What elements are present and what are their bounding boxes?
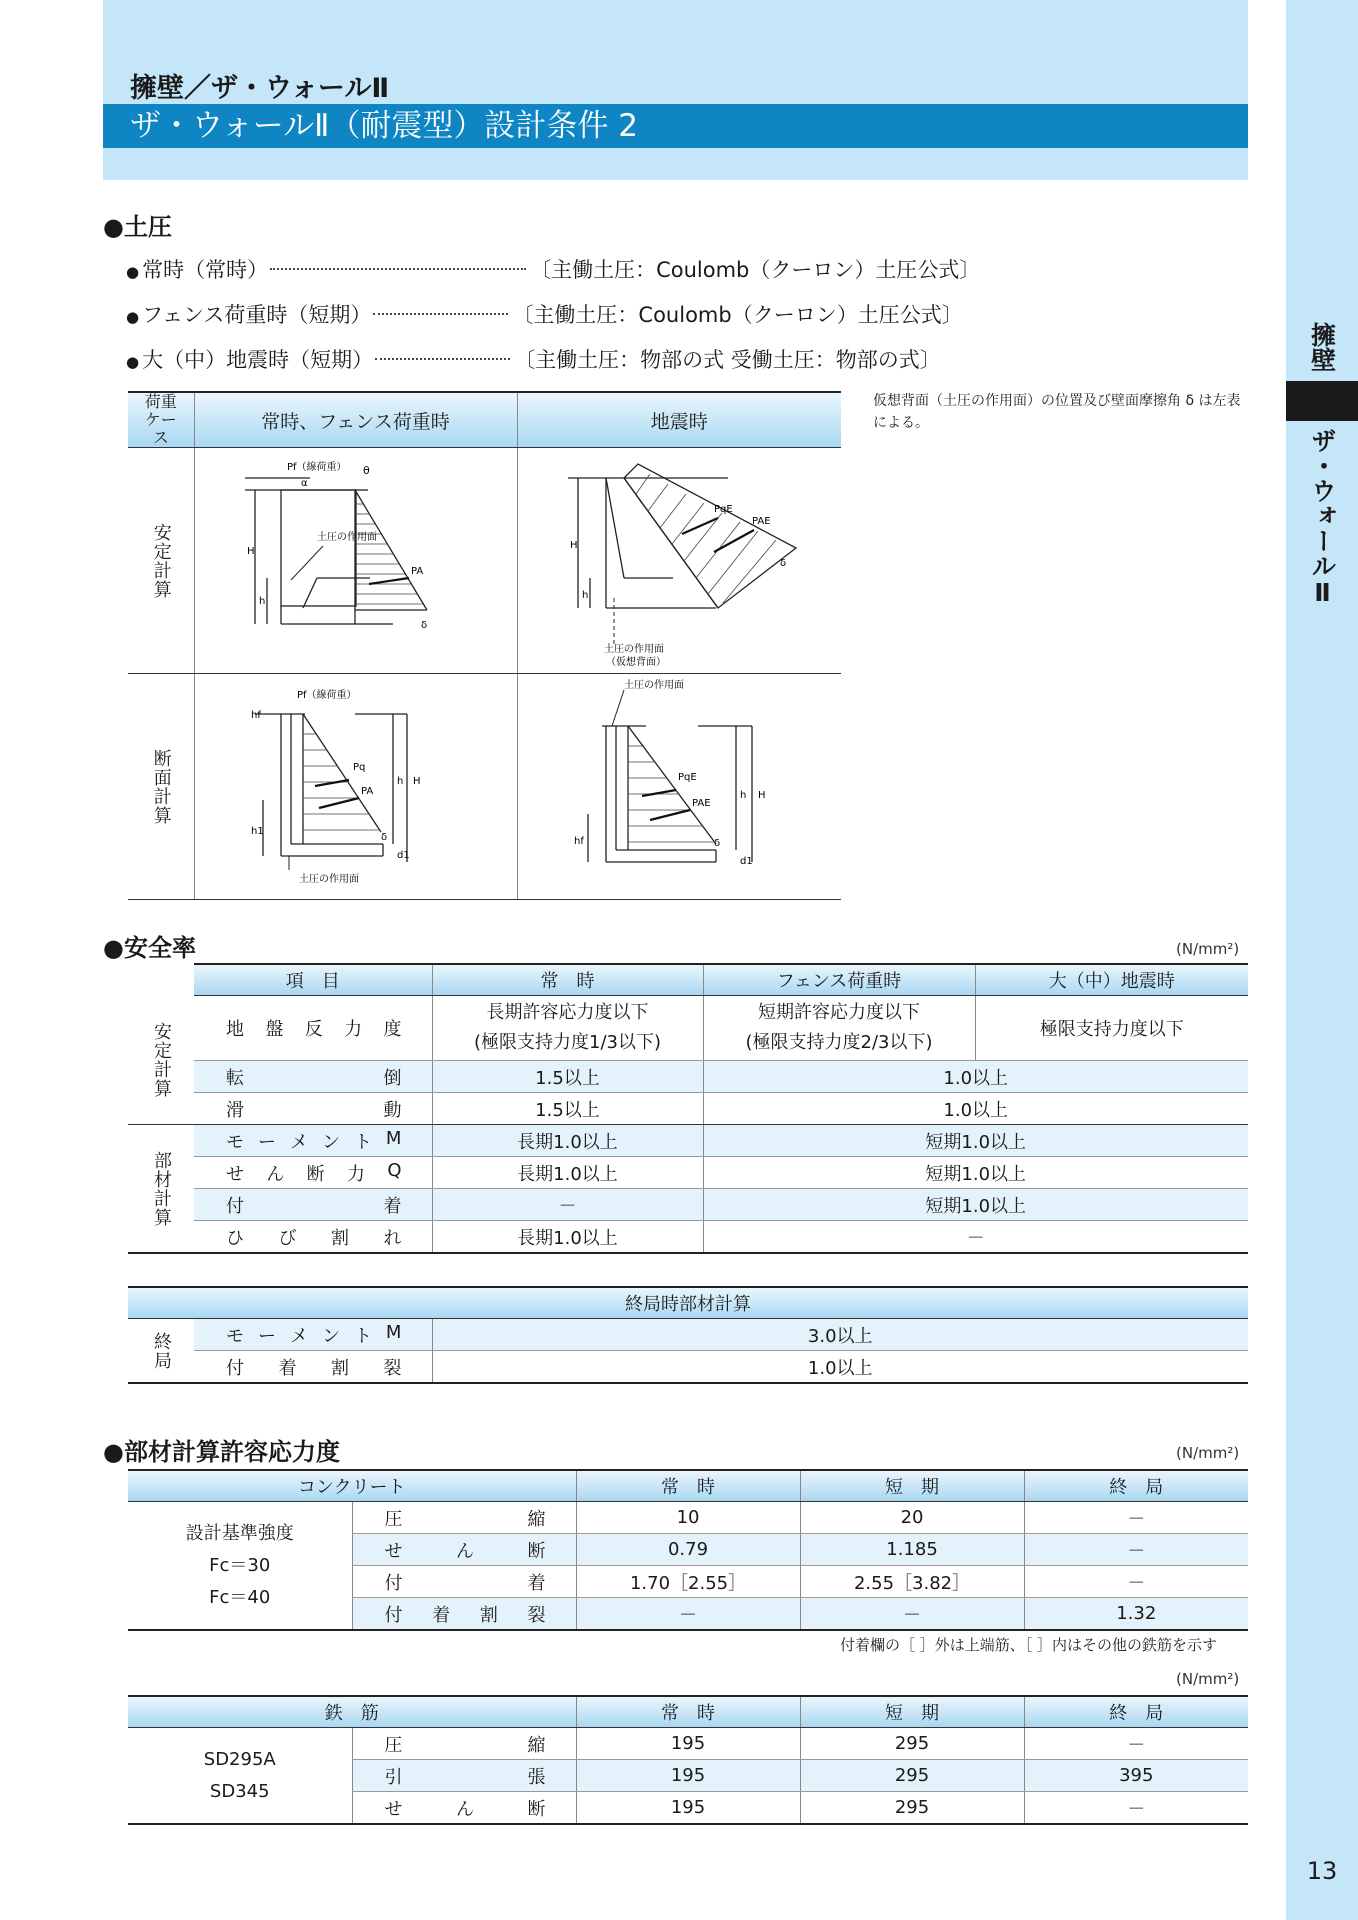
table-row-label xyxy=(194,1093,432,1125)
label-char: 力 xyxy=(346,1163,365,1185)
safety-table xyxy=(128,963,1248,1254)
label-char: ん xyxy=(456,1540,474,1562)
formula-text: 〔主働土圧：物部の式 受働土圧：物部の式〕 xyxy=(514,348,941,372)
bearing-fence xyxy=(703,996,975,1061)
face-label: 土圧の作用面 xyxy=(603,644,664,655)
section-normal-diagram xyxy=(195,674,518,894)
bullet-icon: ● xyxy=(126,263,140,281)
earth-pressure-line-fence xyxy=(126,299,963,329)
label-char: 転 xyxy=(226,1067,244,1089)
bullet-icon: ● xyxy=(126,308,140,326)
label-char: 着 xyxy=(383,1195,402,1217)
ultimate-moment-value: 3.0以上 xyxy=(432,1319,1248,1351)
diagram-stability-quake xyxy=(517,448,841,674)
pqe-arrow xyxy=(682,518,718,534)
member-stress-heading: ●部材計算許容応力度 xyxy=(103,1438,340,1466)
safety-unit: (N/mm²) xyxy=(1176,940,1240,958)
alpha-label: α xyxy=(300,478,308,489)
hf-label: hf xyxy=(250,710,261,721)
label-char: び xyxy=(278,1227,297,1249)
pqe-label: PqE xyxy=(677,772,697,783)
table-row-label xyxy=(194,996,432,1061)
leader-dots xyxy=(270,268,526,270)
label-char: ん xyxy=(456,1798,474,1820)
table-row-label xyxy=(194,1351,432,1384)
steel-tension-ultimate: 395 xyxy=(1024,1760,1248,1792)
concrete-group-line: 設計基準強度 xyxy=(185,1522,294,1544)
virtual-face-note: 仮想背面（土圧の作用面）の位置及び壁面摩擦角 δ は左表による。 xyxy=(873,393,1241,431)
concrete-shear-ultimate: － xyxy=(1024,1534,1248,1566)
table-row-label xyxy=(352,1792,576,1825)
page-title: ザ・ウォールⅡ（耐震型）設計条件 2 xyxy=(130,108,638,144)
pq-arrow xyxy=(315,780,349,786)
sidebar-product-label: ザ・ウォールⅡ xyxy=(1308,428,1337,607)
pf-label: Pf（線荷重） xyxy=(286,462,347,473)
label-char: 断 xyxy=(527,1798,546,1820)
moment-normal: 長期1.0以上 xyxy=(432,1125,703,1157)
concrete-stress-table xyxy=(128,1469,1248,1631)
blank-corner xyxy=(128,964,194,996)
member-stress-unit: (N/mm²) xyxy=(1176,1444,1240,1462)
bearing-normal-1: 長期許容応力度以下 xyxy=(486,1002,649,1023)
label-char: 裂 xyxy=(527,1604,546,1626)
row-section-label: 断面計算 xyxy=(150,748,172,825)
pf-label: Pf（線荷重） xyxy=(296,690,357,701)
concrete-group xyxy=(128,1502,352,1631)
slide-normal: 1.5以上 xyxy=(432,1093,703,1125)
table-row-label xyxy=(194,1061,432,1093)
concrete-split-short: － xyxy=(800,1598,1024,1631)
label-char: 着 xyxy=(527,1572,546,1594)
steel-compression-ultimate: － xyxy=(1024,1728,1248,1760)
row-stability xyxy=(128,448,194,674)
row-stability-label: 安定計算 xyxy=(150,522,172,599)
bearing-fence-1: 短期許容応力度以下 xyxy=(758,1002,920,1023)
concrete-bond-normal: 1.70［2.55］ xyxy=(576,1566,800,1598)
label-char: M xyxy=(385,1321,402,1343)
formula-text: 〔主働土圧：Coulomb（クーロン）土圧公式〕 xyxy=(512,303,963,327)
h-label: H xyxy=(757,790,766,801)
label-char: 圧 xyxy=(384,1734,403,1756)
concrete-shear-short: 1.185 xyxy=(800,1534,1024,1566)
concrete-bond-short: 2.55［3.82］ xyxy=(800,1566,1024,1598)
crack-normal: 長期1.0以上 xyxy=(432,1221,703,1254)
h-label: H xyxy=(246,546,255,557)
bearing-normal xyxy=(432,996,703,1061)
slide-other: 1.0以上 xyxy=(703,1093,1248,1125)
label-char: 圧 xyxy=(384,1508,403,1530)
earth-pressure-line-normal xyxy=(126,254,980,284)
pa-arrow xyxy=(319,798,359,808)
pqe-arrow xyxy=(642,790,676,796)
col-normal: 常 時 xyxy=(576,1696,800,1728)
face-label: 土圧の作用面 xyxy=(316,532,377,543)
h-small-label: h xyxy=(739,790,746,801)
case-label: 常時（常時） xyxy=(142,258,269,282)
delta-label: δ xyxy=(713,838,720,849)
col-short: 短 期 xyxy=(800,1696,1024,1728)
virtual-face-label: （仮想背面） xyxy=(605,657,666,668)
col-steel: 鉄 筋 xyxy=(128,1696,576,1728)
table-row-label xyxy=(194,1319,432,1351)
label-char: モ xyxy=(226,1325,244,1347)
group-stability xyxy=(128,996,194,1125)
leader-dots xyxy=(375,358,510,360)
h-low-label: h xyxy=(258,596,265,607)
label-char: 縮 xyxy=(527,1508,546,1530)
case-label: 大（中）地震時（短期） xyxy=(142,348,374,372)
pa-label: PA xyxy=(410,566,423,577)
steel-shear-ultimate: － xyxy=(1024,1792,1248,1825)
label-char: ン xyxy=(321,1131,340,1153)
sidebar xyxy=(1286,0,1358,1920)
h-small-label: h xyxy=(396,776,403,787)
leader-dots xyxy=(373,313,508,315)
case-label: フェンス荷重時（短期） xyxy=(142,303,372,327)
col-quake: 大（中）地震時 xyxy=(975,964,1248,996)
overturn-other: 1.0以上 xyxy=(703,1061,1248,1093)
label-char: 断 xyxy=(527,1540,546,1562)
concrete-group-line: Fc＝40 xyxy=(209,1586,271,1608)
steel-shear-normal: 195 xyxy=(576,1792,800,1825)
label-char: 縮 xyxy=(527,1734,546,1756)
bond-other: 短期1.0以上 xyxy=(703,1189,1248,1221)
steel-shear-short: 295 xyxy=(800,1792,1024,1825)
concrete-shear-normal: 0.79 xyxy=(576,1534,800,1566)
stability-quake-diagram xyxy=(518,448,842,668)
shear-other: 短期1.0以上 xyxy=(703,1157,1248,1189)
steel-stress-table xyxy=(128,1695,1248,1825)
col-short: 短 期 xyxy=(800,1470,1024,1502)
table-row-label xyxy=(352,1760,576,1792)
label-char: 度 xyxy=(383,1019,402,1040)
label-char: 反 xyxy=(304,1019,323,1040)
col-normal: 常 時 xyxy=(576,1470,800,1502)
table-row-label xyxy=(352,1502,576,1534)
delta-label: δ xyxy=(380,832,387,843)
concrete-compression-ultimate: － xyxy=(1024,1502,1248,1534)
steel-compression-short: 295 xyxy=(800,1728,1024,1760)
label-char: せ xyxy=(226,1163,244,1185)
ultimate-header: 終局時部材計算 xyxy=(128,1287,1248,1319)
col-concrete: コンクリート xyxy=(128,1470,576,1502)
group-ultimate xyxy=(128,1319,194,1384)
page-number: 13 xyxy=(1306,1857,1338,1885)
label-char: 付 xyxy=(384,1572,403,1594)
label-char: 断 xyxy=(306,1163,325,1185)
concrete-split-normal: － xyxy=(576,1598,800,1631)
label-char: 滑 xyxy=(226,1099,244,1121)
label-char: モ xyxy=(226,1131,244,1153)
label-char: せ xyxy=(384,1540,403,1562)
h-label: H xyxy=(412,776,421,787)
concrete-split-ultimate: 1.32 xyxy=(1024,1598,1248,1631)
label-char: 裂 xyxy=(383,1357,402,1379)
earth-pressure-heading: ●土圧 xyxy=(103,213,172,241)
section-kicker: 擁壁／ザ・ウォールⅡ xyxy=(130,73,390,104)
group-stability-label: 安定計算 xyxy=(151,1021,172,1098)
steel-tension-short: 295 xyxy=(800,1760,1024,1792)
label-char: メ xyxy=(289,1131,308,1153)
pae-arrow xyxy=(650,810,690,820)
label-char: ト xyxy=(353,1325,372,1347)
label-char: ん xyxy=(266,1163,285,1185)
label-char: 割 xyxy=(331,1357,349,1379)
steel-group xyxy=(128,1728,352,1825)
diagram-section-normal xyxy=(194,674,517,900)
sidebar-category[interactable] xyxy=(1286,322,1358,377)
label-char: ー xyxy=(257,1131,276,1153)
label-char: Q xyxy=(387,1159,402,1181)
pa-label: PA xyxy=(360,786,373,797)
delta-label: δ xyxy=(779,558,786,569)
diagram-stability-normal xyxy=(194,448,517,674)
table-row-label xyxy=(194,1125,432,1157)
col-fence: フェンス荷重時 xyxy=(703,964,975,996)
concrete-group-line: Fc＝30 xyxy=(209,1554,271,1576)
bearing-normal-2: (極限支持力度1/3以下) xyxy=(473,1032,661,1053)
label-char: 付 xyxy=(226,1357,244,1379)
col-ultimate: 終 局 xyxy=(1024,1470,1248,1502)
label-char: 地 xyxy=(226,1019,244,1040)
label-char: ト xyxy=(353,1131,372,1153)
label-char: ー xyxy=(257,1325,276,1347)
label-char: 割 xyxy=(479,1604,498,1626)
h1-label: h1 xyxy=(250,826,264,837)
table-row-label xyxy=(194,1221,432,1254)
label-char: れ xyxy=(383,1227,402,1249)
hf-label: hf xyxy=(573,836,584,847)
overturn-normal: 1.5以上 xyxy=(432,1061,703,1093)
table-row-label xyxy=(352,1534,576,1566)
steel-compression-normal: 195 xyxy=(576,1728,800,1760)
concrete-compression-short: 20 xyxy=(800,1502,1024,1534)
pqe-label: PqE xyxy=(713,504,733,515)
bond-normal: － xyxy=(432,1189,703,1221)
col-item: 項 目 xyxy=(194,964,432,996)
stability-normal-diagram xyxy=(195,448,518,668)
pa-arrow xyxy=(369,578,409,584)
table-row-label xyxy=(352,1566,576,1598)
table-row-label xyxy=(352,1598,576,1631)
label-char: 着 xyxy=(278,1357,297,1379)
concrete-compression-normal: 10 xyxy=(576,1502,800,1534)
col-earthquake: 地震時 xyxy=(517,392,841,448)
table-row-label xyxy=(194,1157,432,1189)
group-ultimate-label: 終局 xyxy=(151,1331,172,1370)
sidebar-active-marker xyxy=(1286,381,1358,421)
table-row-label xyxy=(194,1189,432,1221)
group-member-label: 部材計算 xyxy=(151,1150,172,1227)
face-label: 土圧の作用面 xyxy=(298,874,359,885)
label-char: 倒 xyxy=(383,1067,402,1089)
crack-other: － xyxy=(703,1221,1248,1254)
safety-heading: ●安全率 xyxy=(103,934,196,962)
label-char: メ xyxy=(289,1325,308,1347)
formula-text: 〔主働土圧：Coulomb（クーロン）土圧公式〕 xyxy=(530,258,981,282)
row-section xyxy=(128,674,194,900)
earth-pressure-diagram-table xyxy=(128,391,841,900)
h-label: H xyxy=(569,540,578,551)
label-char: M xyxy=(385,1127,402,1149)
col-normal-fence: 常時、フェンス荷重時 xyxy=(194,392,517,448)
diagram-section-quake xyxy=(517,674,841,900)
label-char: 付 xyxy=(384,1604,403,1626)
bearing-fence-2: (極限支持力度2/3以下) xyxy=(745,1032,933,1053)
ultimate-split-value: 1.0以上 xyxy=(432,1351,1248,1384)
face-leader xyxy=(291,546,323,580)
label-char: 着 xyxy=(432,1604,451,1626)
sidebar-product[interactable] xyxy=(1286,428,1358,613)
d1-label: d1 xyxy=(739,856,753,867)
earth-pressure-line-quake xyxy=(126,344,941,374)
label-char: ひ xyxy=(226,1227,244,1249)
face-label: 土圧の作用面 xyxy=(623,680,684,691)
h-low-label: h xyxy=(581,590,588,601)
label-char: 張 xyxy=(527,1766,546,1788)
theta-label: θ xyxy=(362,464,370,477)
label-char: 引 xyxy=(384,1766,403,1788)
label-char: 割 xyxy=(331,1227,349,1249)
bearing-quake: 極限支持力度以下 xyxy=(975,996,1248,1061)
col-load-case-label: 荷重ケース xyxy=(144,392,177,447)
label-char: ン xyxy=(321,1325,340,1347)
shear-normal: 長期1.0以上 xyxy=(432,1157,703,1189)
label-char: 付 xyxy=(226,1195,244,1217)
steel-group-line: SD345 xyxy=(209,1780,270,1802)
col-normal: 常 時 xyxy=(432,964,703,996)
label-char: せ xyxy=(384,1798,403,1820)
label-char: 動 xyxy=(383,1099,402,1121)
col-ultimate: 終 局 xyxy=(1024,1696,1248,1728)
steel-tension-normal: 195 xyxy=(576,1760,800,1792)
label-char: 力 xyxy=(344,1019,363,1040)
group-member xyxy=(128,1125,194,1254)
section-quake-diagram xyxy=(518,674,842,894)
pae-label: PAE xyxy=(751,516,771,527)
bond-footnote: 付着欄の［ ］外は上端筋、［ ］内はその他の鉄筋を示す xyxy=(840,1636,1218,1654)
d1-label: d1 xyxy=(396,850,410,861)
sidebar-category-label: 擁壁 xyxy=(1307,322,1337,372)
pae-arrow xyxy=(714,530,754,552)
col-load-case xyxy=(128,392,194,448)
face-leader xyxy=(612,690,624,726)
moment-other: 短期1.0以上 xyxy=(703,1125,1248,1157)
label-char: 盤 xyxy=(265,1019,284,1040)
delta-label: δ xyxy=(420,620,427,631)
pq-label: Pq xyxy=(352,762,365,773)
steel-group-line: SD295A xyxy=(203,1748,276,1770)
ultimate-table xyxy=(128,1286,1248,1384)
concrete-bond-ultimate: － xyxy=(1024,1566,1248,1598)
pae-label: PAE xyxy=(691,798,711,809)
steel-unit: (N/mm²) xyxy=(1176,1670,1240,1688)
table-row-label xyxy=(352,1728,576,1760)
bullet-icon: ● xyxy=(126,353,140,371)
